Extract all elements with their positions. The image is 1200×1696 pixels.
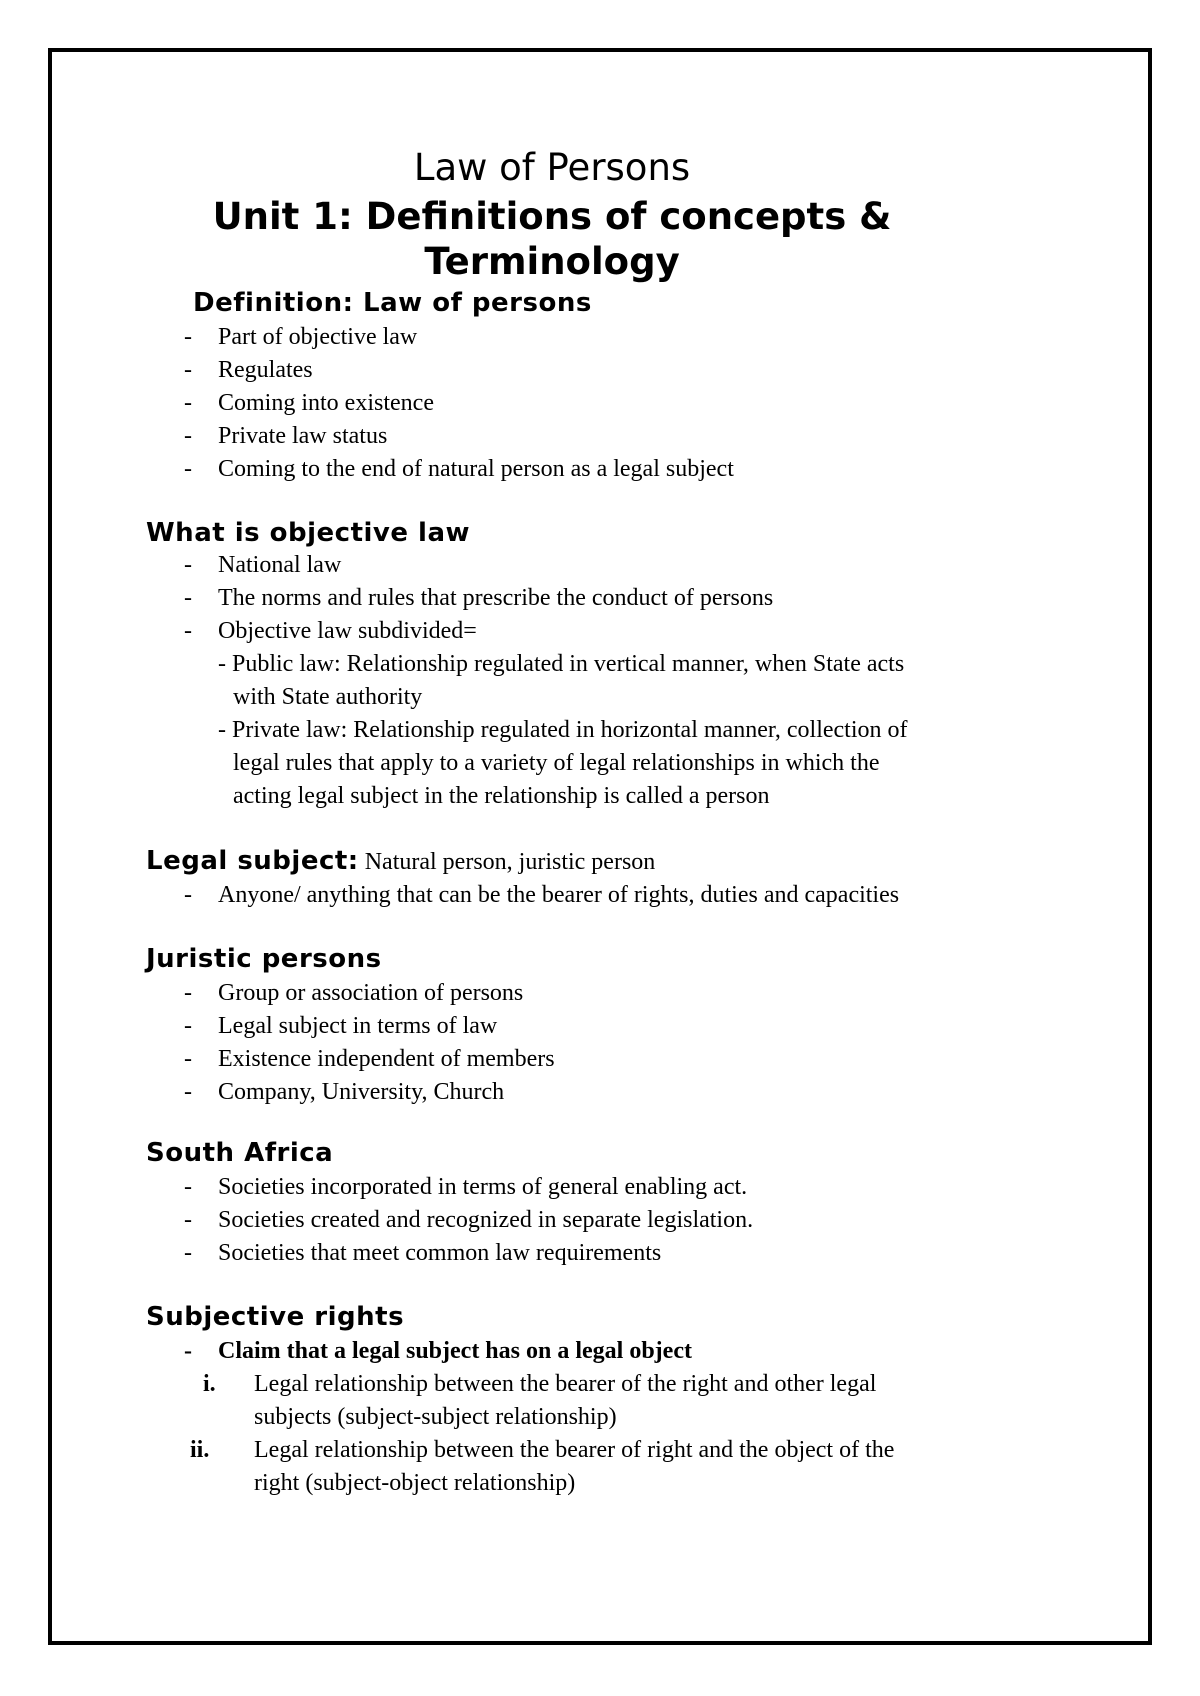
bullet-dash: - [184, 1046, 192, 1072]
list-item: Anyone/ anything that can be the bearer of rights, duties and capacities [218, 882, 900, 908]
list-item: Private law status [218, 423, 388, 449]
roman-numeral: i. [203, 1371, 216, 1397]
bullet-dash: - [184, 1079, 192, 1105]
bullet-dash: - [184, 1240, 192, 1266]
list-item: Coming to the end of natural person as a legal subject [218, 456, 734, 482]
list-item: Regulates [218, 357, 313, 383]
bullet-dash: - [184, 1174, 192, 1200]
unit-title-line2: Terminology [424, 240, 680, 283]
section-heading-definition: Definition: Law of persons [193, 288, 592, 318]
list-item: Societies that meet common law requirements [218, 1240, 662, 1266]
bullet-dash: - [184, 324, 192, 350]
section-heading-juristic-persons: Juristic persons [146, 944, 382, 974]
list-item: Objective law subdivided= [218, 618, 477, 644]
roman-item: Legal relationship between the bearer of the right and other legal [254, 1371, 877, 1397]
roman-numeral: ii. [190, 1437, 210, 1463]
bullet-dash: - [184, 1013, 192, 1039]
section-heading-subjective-rights: Subjective rights [146, 1302, 405, 1332]
roman-item: Legal relationship between the bearer of right and the object of the [254, 1437, 895, 1463]
section-heading-legal-subject: Legal subject: [146, 846, 359, 876]
list-item: Societies incorporated in terms of general enabling act. [218, 1174, 748, 1200]
section-heading-objective-law: What is objective law [146, 518, 471, 548]
bullet-dash: - [184, 456, 192, 482]
list-item: National law [218, 552, 342, 578]
bullet-dash: - [184, 357, 192, 383]
sub-item-private-law-cont: acting legal subject in the relationship is called a person [233, 783, 770, 809]
bullet-dash: - [184, 585, 192, 611]
sub-item-public-law-cont: with State authority [233, 684, 423, 710]
bullet-dash: - [184, 618, 192, 644]
list-item: Legal subject in terms of law [218, 1013, 498, 1039]
claim-item: Claim that a legal subject has on a legal object [218, 1338, 692, 1364]
sub-item-public-law: - Public law: Relationship regulated in vertical manner, when State acts [218, 651, 905, 677]
bullet-dash: - [184, 423, 192, 449]
list-item: Company, University, Church [218, 1079, 505, 1105]
bullet-dash: - [184, 980, 192, 1006]
list-item: Coming into existence [218, 390, 434, 416]
bullet-dash: - [184, 882, 192, 908]
sub-item-private-law: - Private law: Relationship regulated in horizontal manner, collection of [218, 717, 908, 743]
list-item: Group or association of persons [218, 980, 524, 1006]
unit-title-line1: Unit 1: Definitions of concepts & [212, 195, 892, 238]
bullet-dash: - [184, 552, 192, 578]
bullet-dash: - [184, 1207, 192, 1233]
bullet-dash: - [184, 1338, 192, 1364]
bullet-dash: - [184, 390, 192, 416]
legal-subject-line [146, 846, 655, 876]
sub-item-private-law-cont: legal rules that apply to a variety of legal relationships in which the [233, 750, 880, 776]
list-item: Societies created and recognized in separate legislation. [218, 1207, 754, 1233]
section-heading-south-africa: South Africa [146, 1138, 334, 1168]
roman-item-cont: subjects (subject-subject relationship) [254, 1404, 617, 1430]
list-item: Part of objective law [218, 324, 418, 350]
legal-subject-definition: Natural person, juristic person [358, 849, 656, 875]
document-title: Law of Persons [413, 146, 691, 189]
list-item: The norms and rules that prescribe the conduct of persons [218, 585, 774, 611]
roman-item-cont: right (subject-object relationship) [254, 1470, 576, 1496]
list-item: Existence independent of members [218, 1046, 555, 1072]
